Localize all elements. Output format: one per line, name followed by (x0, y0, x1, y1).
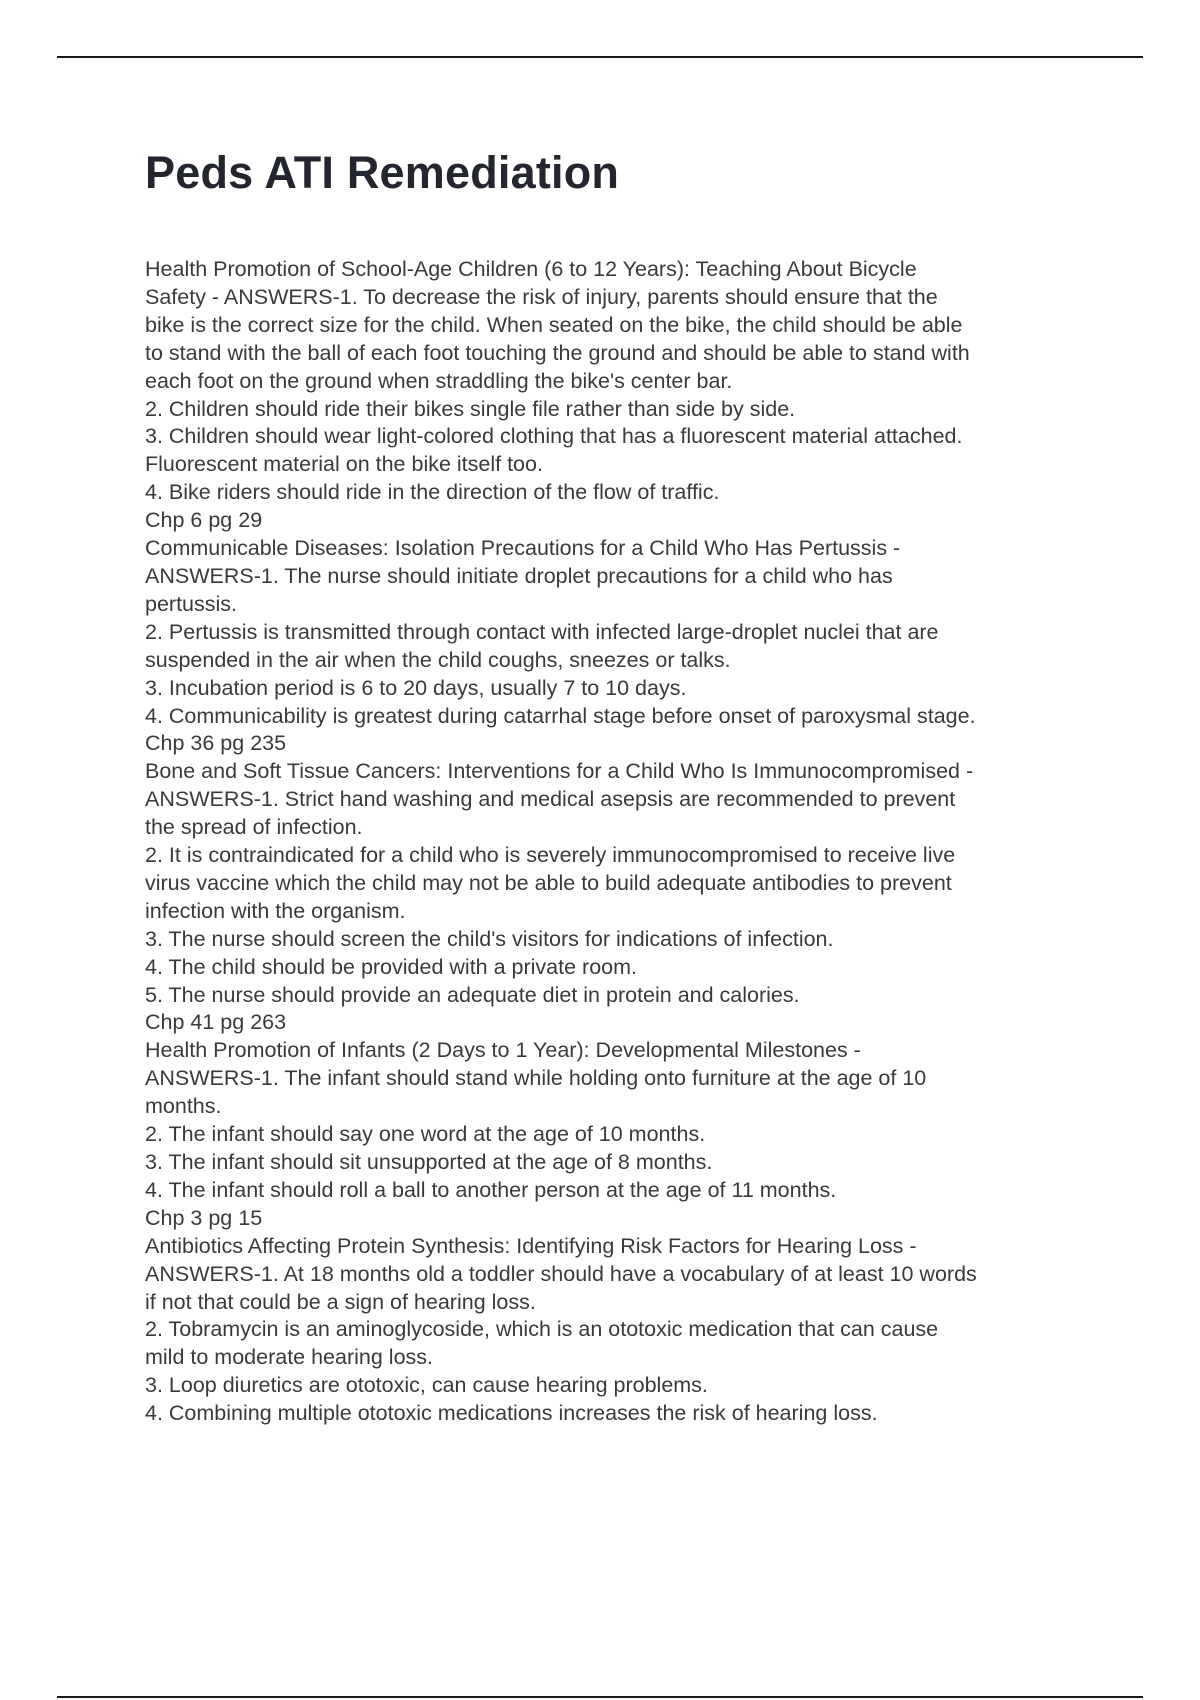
text-line: 5. The nurse should provide an adequate diet in protein and calories. (145, 982, 800, 1007)
text-line: Communicable Diseases: Isolation Precautions for a Child Who Has Pertussis - (145, 536, 901, 561)
header-rule (57, 56, 1143, 58)
text-line: infection with the organism. (145, 898, 406, 923)
chapter-reference: Chp 3 pg 15 (145, 1205, 263, 1230)
text-line: 4. Communicability is greatest during catarrhal stage before onset of paroxysmal stage. (145, 703, 976, 728)
chapter-reference: Chp 36 pg 235 (145, 731, 287, 756)
text-line: ANSWERS-1. The nurse should initiate droplet precautions for a child who has (145, 563, 893, 588)
text-line: each foot on the ground when straddling the bike's center bar. (145, 368, 733, 393)
text-line: the spread of infection. (145, 815, 363, 840)
text-line: 3. Children should wear light-colored clothing that has a fluorescent material attached. (145, 424, 963, 449)
text-line: suspended in the air when the child coughs, sneezes or talks. (145, 647, 731, 672)
text-line: Safety - ANSWERS-1. To decrease the risk of injury, parents should ensure that the (145, 284, 938, 309)
text-line: ANSWERS-1. At 18 months old a toddler should have a vocabulary of at least 10 words (145, 1261, 977, 1286)
text-line: 2. The infant should say one word at the age of 10 months. (145, 1122, 706, 1147)
text-line: 2. Pertussis is transmitted through contact with infected large-droplet nuclei that are (145, 619, 939, 644)
chapter-reference: Chp 6 pg 29 (145, 508, 263, 533)
text-line: Antibiotics Affecting Protein Synthesis: Identifying Risk Factors for Hearing Loss - (145, 1233, 917, 1258)
text-line: Health Promotion of Infants (2 Days to 1 Year): Developmental Milestones - (145, 1038, 861, 1063)
text-line: 2. Tobramycin is an aminoglycoside, which is an ototoxic medication that can cause (145, 1317, 939, 1342)
text-line: mild to moderate hearing loss. (145, 1345, 434, 1370)
text-line: 2. Children should ride their bikes single file rather than side by side. (145, 396, 796, 421)
document-body (145, 256, 1095, 1428)
footer-rule (57, 1696, 1143, 1698)
text-line: pertussis. (145, 591, 238, 616)
text-line: 4. The child should be provided with a private room. (145, 954, 637, 979)
text-line: Fluorescent material on the bike itself too. (145, 452, 543, 477)
chapter-reference: Chp 41 pg 263 (145, 1010, 287, 1035)
text-line: 4. Combining multiple ototoxic medications increases the risk of hearing loss. (145, 1401, 878, 1426)
text-line: 2. It is contraindicated for a child who is severely immunocompromised to receive live (145, 843, 956, 868)
text-line: 4. The infant should roll a ball to another person at the age of 11 months. (145, 1177, 837, 1202)
text-line: ANSWERS-1. The infant should stand while holding onto furniture at the age of 10 (145, 1066, 927, 1091)
text-line: if not that could be a sign of hearing loss. (145, 1289, 536, 1314)
text-line: months. (145, 1094, 222, 1119)
text-line: 3. Loop diuretics are ototoxic, can cause hearing problems. (145, 1373, 708, 1398)
text-line: 3. Incubation period is 6 to 20 days, usually 7 to 10 days. (145, 675, 687, 700)
text-line: ANSWERS-1. Strict hand washing and medical asepsis are recommended to prevent (145, 787, 956, 812)
text-line: Bone and Soft Tissue Cancers: Interventions for a Child Who Is Immunocompromised - (145, 759, 974, 784)
text-line: Health Promotion of School-Age Children (6 to 12 Years): Teaching About Bicycle (145, 257, 917, 281)
text-line: to stand with the ball of each foot touching the ground and should be able to stand with (145, 340, 970, 365)
text-line: 3. The nurse should screen the child's visitors for indications of infection. (145, 926, 834, 951)
text-line: bike is the correct size for the child. When seated on the bike, the child should be able (145, 312, 963, 337)
text-line: 4. Bike riders should ride in the direction of the flow of traffic. (145, 480, 720, 505)
text-line: 3. The infant should sit unsupported at the age of 8 months. (145, 1150, 713, 1174)
text-line: virus vaccine which the child may not be able to build adequate antibodies to prevent (145, 870, 952, 895)
page-title: Peds ATI Remediation (145, 147, 620, 198)
